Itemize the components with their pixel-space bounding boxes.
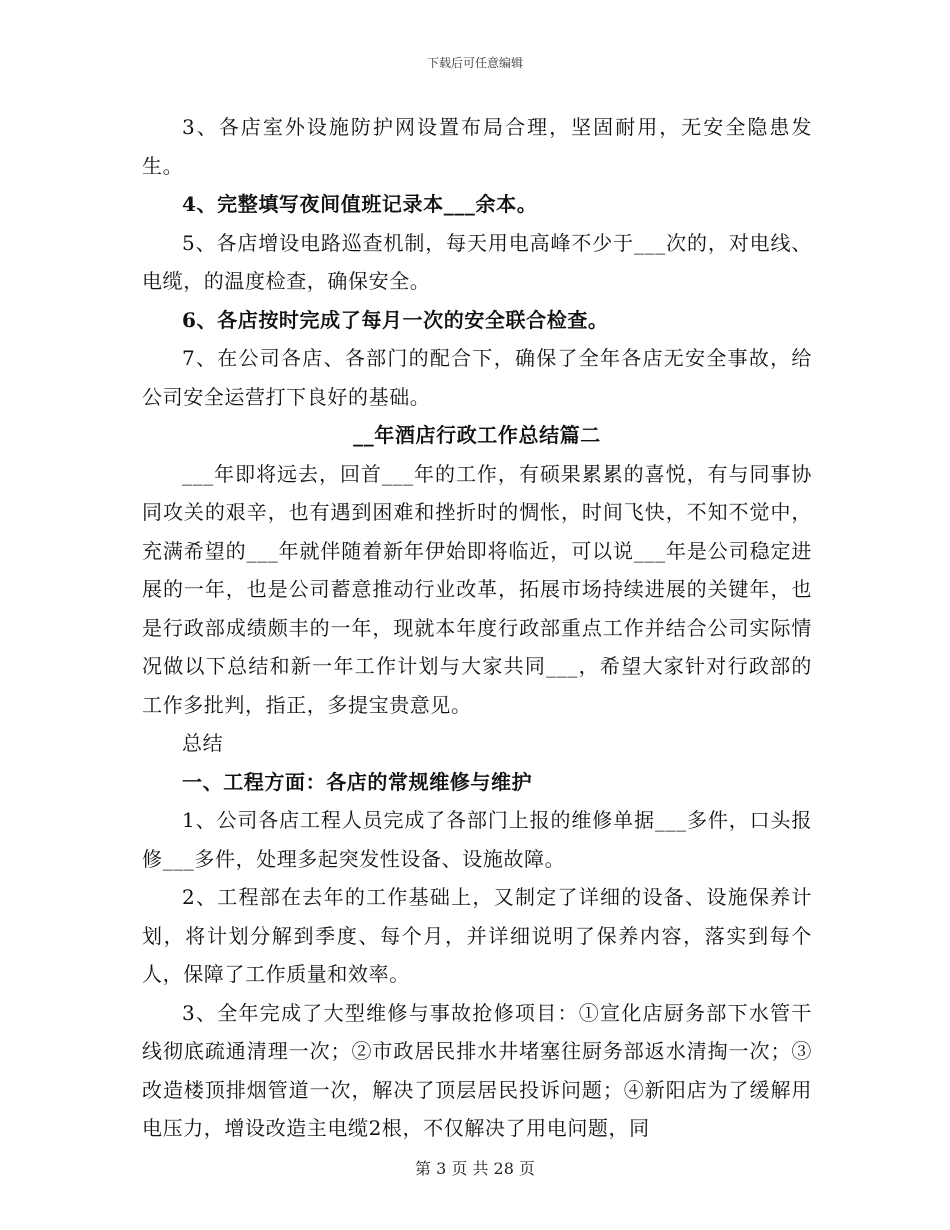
section-title: __年酒店行政工作总结篇二	[353, 423, 601, 447]
document-body	[142, 108, 812, 1148]
bold-paragraph: 6、各店按时完成了每月一次的安全联合检查。	[182, 307, 609, 332]
paragraph: ___年即将远去，回首___年的工作，有硕果累累的喜悦，有与同事协同攻关的艰辛，也有遇到困难和挫折时的惆怅，时间飞快，不知不觉中，充满希望的___年就伴随着新年伊始即将临近，可以说___年是公司稳定进展的一年，也是公司蓄意推动行业改革，拓展市场持续进展的关键年，也是行政部成绩颇丰的一年，现就本年度行政部重点工作并结合公司实际情况做以下总结和新一年工作计划与大家共同___，希望大家针对行政部的工作多批判，指正，多提宝贵意见。	[142, 461, 812, 717]
paragraph: 3、全年完成了大型维修与事故抢修项目：①宣化店厨务部下水管干线彻底疏通清理一次；②市政居民排水井堵塞往厨务部返水清掏一次；③改造楼顶排烟管道一次，解决了顶层居民投诉问题；④新阳店为了缓解用电压力，增设改造主电缆2根，不仅解决了用电问题，同	[142, 1000, 812, 1140]
paragraph: 3、各店室外设施防护网设置布局合理，坚固耐用，无安全隐患发生。	[142, 115, 812, 178]
bold-heading: 一、工程方面：各店的常规维修与维护	[182, 769, 533, 794]
subheading: 总结	[182, 731, 224, 755]
paragraph: 7、在公司各店、各部门的配合下，确保了全年各店无安全事故，给公司安全运营打下良好的基础。	[142, 346, 812, 409]
paragraph: 5、各店增设电路巡查机制，每天用电高峰不少于___次的，对电线、电缆，的温度检查，确保安全。	[142, 230, 812, 293]
page-header: 下载后可任意编辑	[426, 56, 523, 70]
page-footer: 第 3 页 共 28 页	[415, 1159, 535, 1178]
bold-paragraph: 4、完整填写夜间值班记录本___余本。	[182, 192, 538, 216]
paragraph: 1、公司各店工程人员完成了各部门上报的维修单据___多件，口头报修___多件，处理多起突发性设备、设施故障。	[142, 808, 812, 871]
paragraph: 2、工程部在去年的工作基础上，又制定了详细的设备、设施保养计划，将计划分解到季度、每个月，并详细说明了保养内容，落实到每个人，保障了工作质量和效率。	[142, 885, 812, 986]
